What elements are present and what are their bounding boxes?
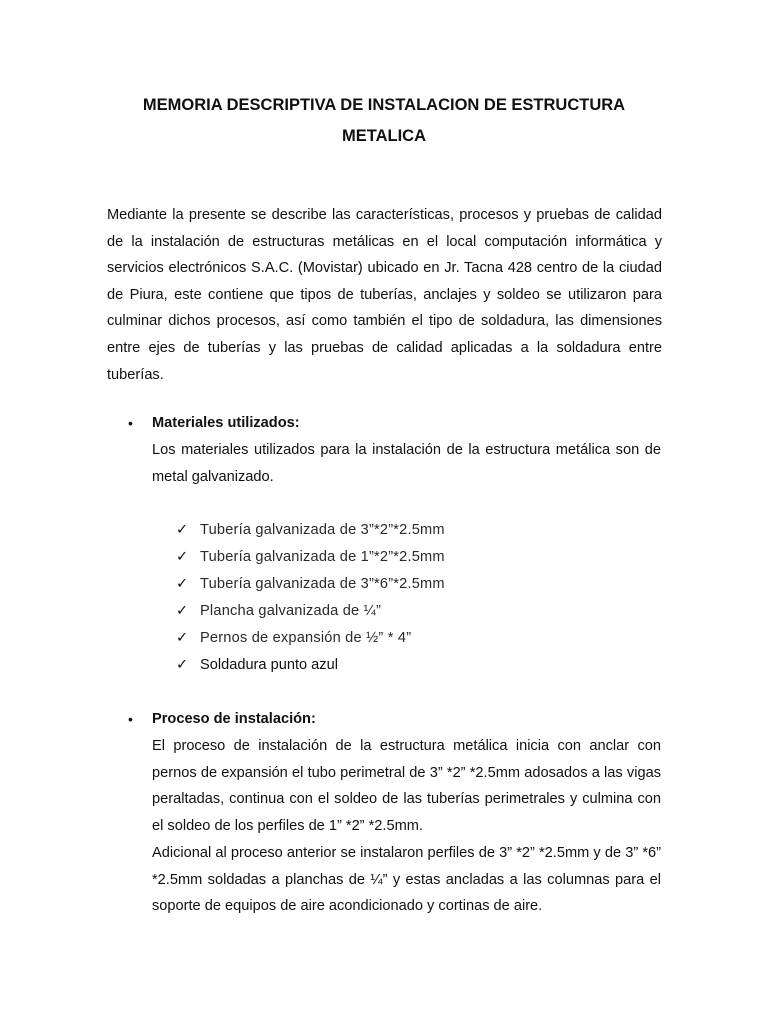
materials-list (176, 517, 445, 679)
list-item (176, 544, 445, 571)
check-icon: ✓ (176, 522, 189, 538)
list-item (176, 652, 445, 679)
bullet-icon: • (128, 711, 133, 727)
title-line-2: METALICA (341, 127, 426, 145)
material-item: Soldadura punto azul (200, 657, 338, 673)
list-item (176, 625, 445, 652)
material-item: Pernos de expansión de ½” * 4” (200, 630, 412, 646)
material-item: Tubería galvanizada de 1”*2”*2.5mm (200, 549, 445, 565)
check-icon: ✓ (176, 549, 189, 565)
document-title (100, 90, 668, 152)
process-heading: Proceso de instalación: (152, 711, 316, 727)
material-item: Plancha galvanizada de ¼” (200, 603, 382, 619)
intro-paragraph: Mediante la presente se describe las características, procesos y pruebas de calidad de la instalación de estructuras metálicas en el local computación informática y servicios electrónicos S.A.C. (Movistar) ubicado en Jr. Tacna 428 centro de la ciudad de Piura, este contiene que tipos de tuberías, anclajes y soldeo se utilizaron para culminar dichos procesos, así como también el tipo de soldadura, las dimensiones entre ejes de tuberías y las pruebas de calidad aplicadas a la soldadura entre tuberías. (107, 207, 662, 383)
bullet-icon: • (128, 415, 133, 431)
title-line-1: MEMORIA DESCRIPTIVA DE INSTALACION DE ESTRUCTURA (142, 96, 626, 114)
check-icon: ✓ (176, 603, 189, 619)
list-item (176, 571, 445, 598)
materials-description: Los materiales utilizados para la instalación de la estructura metálica son de metal galvanizado. (152, 442, 661, 485)
list-item (176, 598, 445, 625)
process-paragraph-2: Adicional al proceso anterior se instalaron perfiles de 3” *2” *2.5mm y de 3” *6” *2.5mm soldadas a planchas de ¼” y estas ancladas a las columnas para el soporte de equipos de aire acondicionado y cortinas de aire. (152, 845, 661, 915)
materials-heading: Materiales utilizados: (152, 415, 300, 431)
material-item: Tubería galvanizada de 3”*6”*2.5mm (200, 576, 445, 592)
process-paragraph-1: El proceso de instalación de la estructura metálica inicia con anclar con pernos de expansión el tubo perimetral de 3” *2” *2.5mm adosados a las vigas peraltadas, continua con el soldeo de las tuberías perimetrales y culmina con el soldeo de los perfiles de 1” *2” *2.5mm. (152, 738, 661, 834)
material-item: Tubería galvanizada de 3”*2”*2.5mm (200, 522, 445, 538)
check-icon: ✓ (176, 657, 189, 673)
check-icon: ✓ (176, 576, 189, 592)
list-item (176, 517, 445, 544)
check-icon: ✓ (176, 630, 189, 646)
